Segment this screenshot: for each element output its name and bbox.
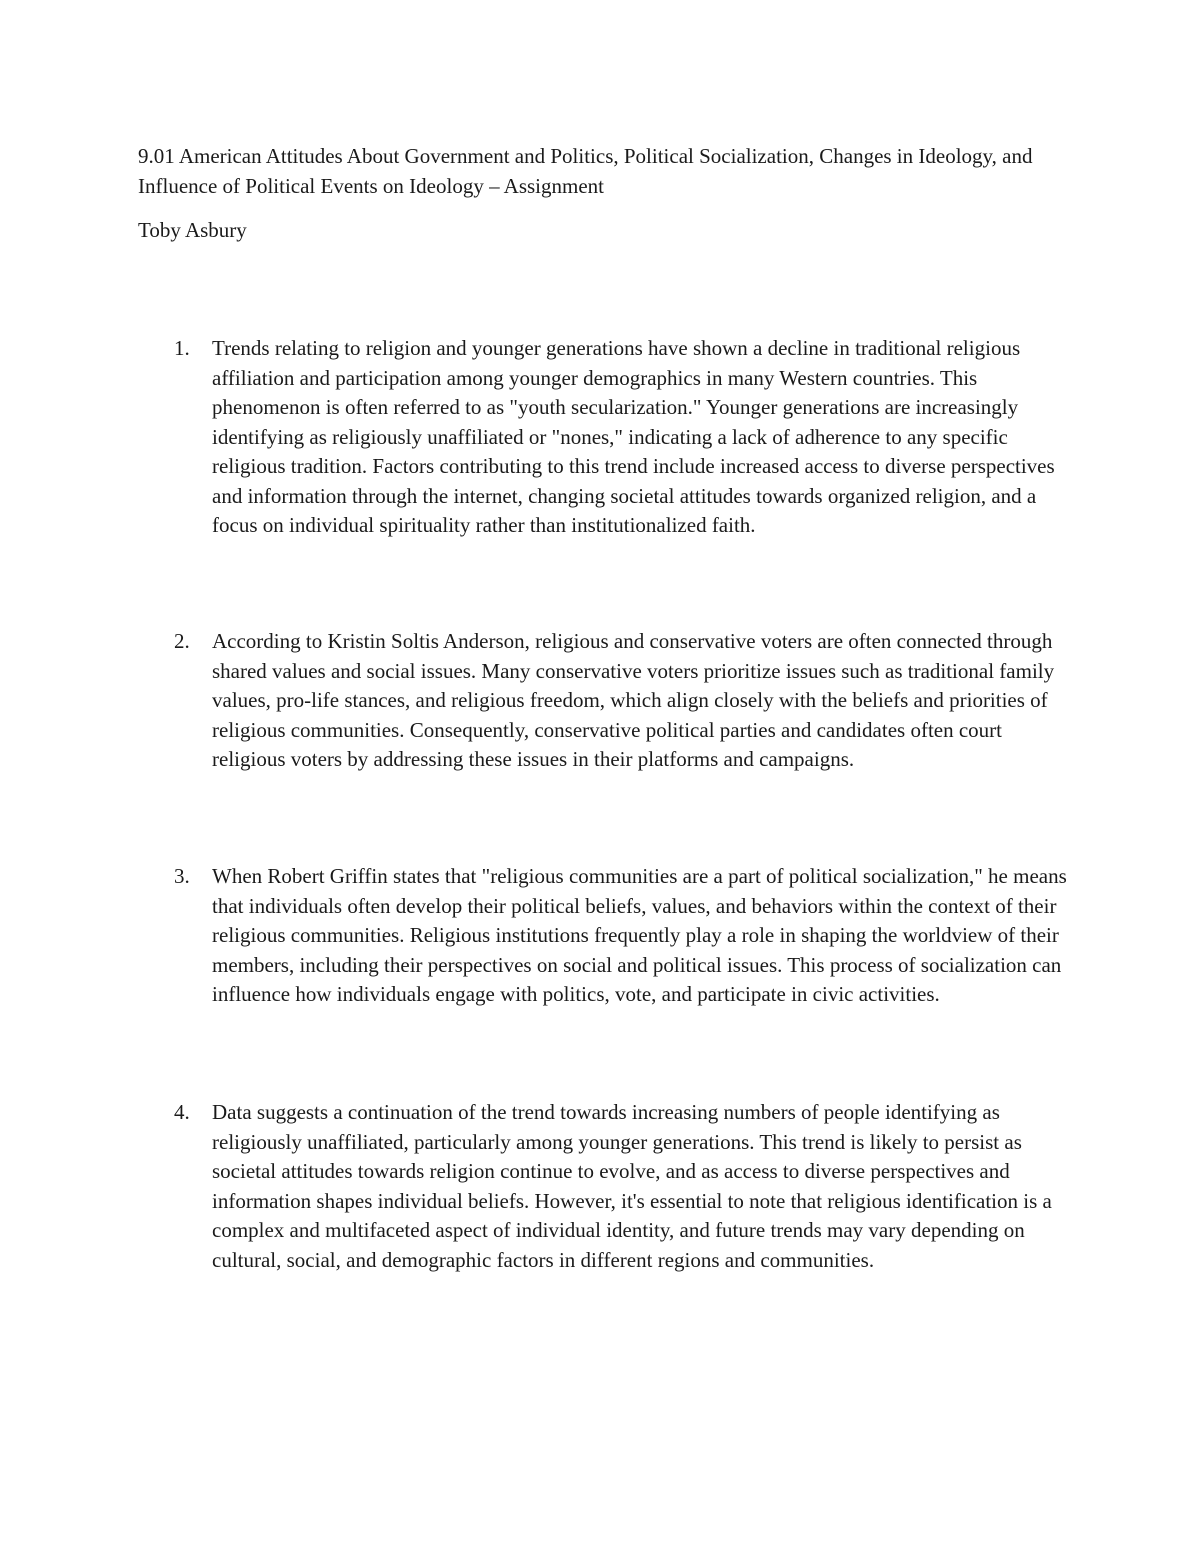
list-item	[138, 862, 1073, 1010]
list-item-text: When Robert Griffin states that "religious communities are a part of political socialization," he means that individuals often develop their political beliefs, values, and behaviors within the context of their religious communities. Religious institutions frequently play a role in shaping the worldview of their members, including their perspectives on social and political issues. This process of socialization can influence how individuals engage with politics, vote, and participate in civic activities.	[212, 864, 1067, 1006]
list-item-text: Data suggests a continuation of the trend towards increasing numbers of people identifying as religiously unaffiliated, particularly among younger generations. This trend is likely to persist as societal attitudes towards religion continue to evolve, and as access to diverse perspectives and information shapes individual beliefs. However, it's essential to note that religious identification is a complex and multifaceted aspect of individual identity, and future trends may vary depending on cultural, social, and demographic factors in different regions and communities.	[212, 1100, 1052, 1272]
list-item-number: 1.	[174, 336, 190, 360]
list-item-text: Trends relating to religion and younger generations have shown a decline in traditional religious affiliation and participation among younger demographics in many Western countries. This phenomenon is often referred to as "youth secularization." Younger generations are increasingly identifying as religiously unaffiliated or "nones," indicating a lack of adherence to any specific religious tradition. Factors contributing to this trend include increased access to diverse perspectives and information through the internet, changing societal attitudes towards organized religion, and a focus on individual spirituality rather than institutionalized faith.	[212, 336, 1055, 537]
author-name: Toby Asbury	[138, 218, 247, 242]
list-item-number: 2.	[174, 629, 190, 653]
list-item	[138, 1098, 1073, 1275]
list-item-number: 4.	[174, 1100, 190, 1124]
document-title: 9.01 American Attitudes About Government and Politics, Political Socialization, Changes in Ideology, and Influence of Political Events on Ideology – Assignment	[138, 144, 1033, 198]
list-item-text: According to Kristin Soltis Anderson, religious and conservative voters are often connected through shared values and social issues. Many conservative voters prioritize issues such as traditional family values, pro-life stances, and religious freedom, which align closely with the beliefs and priorities of religious communities. Consequently, conservative political parties and candidates often court religious voters by addressing these issues in their platforms and campaigns.	[212, 629, 1055, 771]
list-item-number: 3.	[174, 864, 190, 888]
list-item	[138, 627, 1073, 775]
list-item	[138, 334, 1073, 541]
